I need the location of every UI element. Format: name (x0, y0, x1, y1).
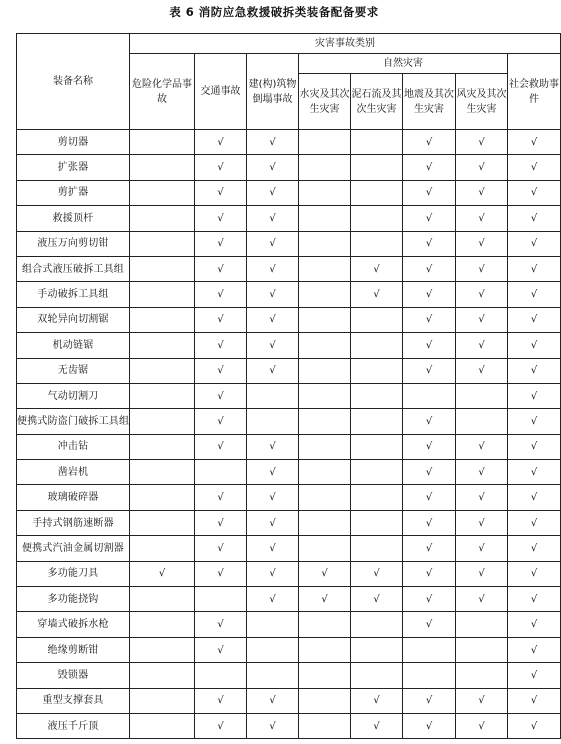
check-mark-cell: √ (508, 561, 561, 586)
table-row (17, 536, 561, 561)
empty-cell (299, 409, 351, 434)
empty-cell (130, 409, 195, 434)
check-mark-cell: √ (247, 231, 299, 256)
column-header-social-rescue: 社会救助事件 (508, 54, 561, 130)
empty-cell (130, 282, 195, 307)
column-header-debris-flow: 泥石流及其次生灾害 (351, 74, 403, 130)
equipment-name-cell: 液压万向剪切钳 (17, 231, 130, 256)
empty-cell (130, 180, 195, 205)
empty-cell (351, 663, 403, 688)
empty-cell (130, 206, 195, 231)
empty-cell (130, 256, 195, 281)
equipment-name-cell: 手持式钢筋速断器 (17, 510, 130, 535)
check-mark-cell: √ (508, 307, 561, 332)
equipment-name-cell: 液压千斤顶 (17, 713, 130, 738)
table-row (17, 485, 561, 510)
empty-cell (299, 536, 351, 561)
check-mark-cell: √ (508, 485, 561, 510)
empty-cell (195, 460, 247, 485)
empty-cell (247, 663, 299, 688)
check-mark-cell: √ (456, 256, 508, 281)
check-mark-cell: √ (247, 307, 299, 332)
empty-cell (351, 307, 403, 332)
check-mark-cell: √ (247, 130, 299, 155)
empty-cell (299, 180, 351, 205)
check-mark-cell: √ (456, 231, 508, 256)
check-mark-cell: √ (299, 561, 351, 586)
check-mark-cell: √ (508, 383, 561, 408)
check-mark-cell: √ (508, 409, 561, 434)
check-mark-cell: √ (130, 561, 195, 586)
check-mark-cell: √ (403, 231, 456, 256)
empty-cell (299, 206, 351, 231)
check-mark-cell: √ (247, 510, 299, 535)
check-mark-cell: √ (247, 688, 299, 713)
check-mark-cell: √ (247, 333, 299, 358)
check-mark-cell: √ (195, 485, 247, 510)
table-row (17, 231, 561, 256)
empty-cell (351, 637, 403, 662)
check-mark-cell: √ (403, 561, 456, 586)
check-mark-cell: √ (195, 333, 247, 358)
empty-cell (403, 383, 456, 408)
category-group-header: 灾害事故类别 (130, 34, 561, 54)
check-mark-cell: √ (456, 536, 508, 561)
check-mark-cell: √ (456, 130, 508, 155)
check-mark-cell: √ (456, 307, 508, 332)
check-mark-cell: √ (403, 358, 456, 383)
empty-cell (456, 409, 508, 434)
check-mark-cell: √ (247, 155, 299, 180)
check-mark-cell: √ (403, 587, 456, 612)
check-mark-cell: √ (195, 358, 247, 383)
equipment-name-cell: 手动破拆工具组 (17, 282, 130, 307)
empty-cell (130, 333, 195, 358)
check-mark-cell: √ (195, 180, 247, 205)
table-row (17, 358, 561, 383)
empty-cell (299, 663, 351, 688)
check-mark-cell: √ (195, 130, 247, 155)
check-mark-cell: √ (247, 180, 299, 205)
empty-cell (351, 383, 403, 408)
equipment-name-cell: 玻璃破碎器 (17, 485, 130, 510)
equipment-name-cell: 气动切割刀 (17, 383, 130, 408)
empty-cell (130, 612, 195, 637)
empty-cell (299, 460, 351, 485)
check-mark-cell: √ (456, 282, 508, 307)
check-mark-cell: √ (456, 206, 508, 231)
empty-cell (130, 510, 195, 535)
check-mark-cell: √ (508, 612, 561, 637)
empty-cell (247, 612, 299, 637)
check-mark-cell: √ (195, 434, 247, 459)
equipment-name-cell: 组合式液压破拆工具组 (17, 256, 130, 281)
check-mark-cell: √ (403, 434, 456, 459)
empty-cell (299, 713, 351, 738)
empty-cell (456, 663, 508, 688)
check-mark-cell: √ (456, 587, 508, 612)
empty-cell (351, 180, 403, 205)
equipment-name-cell: 穿墙式破拆水枪 (17, 612, 130, 637)
table-row (17, 637, 561, 662)
empty-cell (351, 130, 403, 155)
check-mark-cell: √ (403, 460, 456, 485)
empty-cell (299, 307, 351, 332)
check-mark-cell: √ (456, 510, 508, 535)
check-mark-cell: √ (403, 256, 456, 281)
check-mark-cell: √ (456, 333, 508, 358)
empty-cell (130, 713, 195, 738)
check-mark-cell: √ (195, 256, 247, 281)
empty-cell (403, 663, 456, 688)
check-mark-cell: √ (456, 688, 508, 713)
check-mark-cell: √ (508, 130, 561, 155)
check-mark-cell: √ (351, 713, 403, 738)
check-mark-cell: √ (403, 282, 456, 307)
table-header (17, 34, 561, 130)
check-mark-cell: √ (456, 713, 508, 738)
check-mark-cell: √ (403, 713, 456, 738)
empty-cell (351, 612, 403, 637)
empty-cell (130, 434, 195, 459)
check-mark-cell: √ (456, 460, 508, 485)
check-mark-cell: √ (195, 155, 247, 180)
check-mark-cell: √ (195, 612, 247, 637)
empty-cell (130, 130, 195, 155)
column-header-collapse: 建(构)筑物倒塌事故 (247, 54, 299, 130)
empty-cell (351, 155, 403, 180)
table-row (17, 256, 561, 281)
empty-cell (130, 663, 195, 688)
empty-cell (299, 130, 351, 155)
empty-cell (299, 383, 351, 408)
check-mark-cell: √ (456, 561, 508, 586)
empty-cell (351, 460, 403, 485)
table-title: 表 6 消防应急救援破拆类装备配备要求 (169, 5, 379, 19)
empty-cell (351, 536, 403, 561)
empty-cell (247, 383, 299, 408)
empty-cell (130, 587, 195, 612)
equipment-name-cell: 剪切器 (17, 130, 130, 155)
empty-cell (130, 688, 195, 713)
check-mark-cell: √ (403, 510, 456, 535)
equipment-name-cell: 多功能挠钩 (17, 587, 130, 612)
empty-cell (299, 256, 351, 281)
empty-cell (130, 383, 195, 408)
table-row (17, 206, 561, 231)
empty-cell (351, 231, 403, 256)
check-mark-cell: √ (403, 130, 456, 155)
table-row (17, 612, 561, 637)
table-row (17, 333, 561, 358)
check-mark-cell: √ (508, 536, 561, 561)
column-header-hazmat: 危险化学品事故 (130, 54, 195, 130)
empty-cell (299, 333, 351, 358)
check-mark-cell: √ (247, 485, 299, 510)
table-row (17, 460, 561, 485)
check-mark-cell: √ (195, 688, 247, 713)
empty-cell (351, 333, 403, 358)
check-mark-cell: √ (508, 155, 561, 180)
empty-cell (130, 155, 195, 180)
table-row (17, 130, 561, 155)
table-row (17, 180, 561, 205)
empty-cell (299, 510, 351, 535)
check-mark-cell: √ (247, 713, 299, 738)
table-body (17, 130, 561, 739)
check-mark-cell: √ (403, 180, 456, 205)
check-mark-cell: √ (247, 358, 299, 383)
table-row (17, 282, 561, 307)
check-mark-cell: √ (247, 206, 299, 231)
empty-cell (130, 637, 195, 662)
check-mark-cell: √ (508, 256, 561, 281)
table-row (17, 434, 561, 459)
check-mark-cell: √ (508, 282, 561, 307)
empty-cell (403, 637, 456, 662)
column-header-flood: 水灾及其次生灾害 (299, 74, 351, 130)
equipment-name-header: 装备名称 (17, 34, 130, 130)
check-mark-cell: √ (508, 663, 561, 688)
equipment-name-cell: 剪扩器 (17, 180, 130, 205)
empty-cell (299, 637, 351, 662)
check-mark-cell: √ (508, 358, 561, 383)
empty-cell (299, 282, 351, 307)
empty-cell (130, 358, 195, 383)
check-mark-cell: √ (508, 434, 561, 459)
equipment-name-cell: 凿岩机 (17, 460, 130, 485)
empty-cell (351, 358, 403, 383)
check-mark-cell: √ (508, 688, 561, 713)
empty-cell (299, 612, 351, 637)
check-mark-cell: √ (403, 536, 456, 561)
check-mark-cell: √ (247, 536, 299, 561)
check-mark-cell: √ (403, 307, 456, 332)
empty-cell (130, 536, 195, 561)
check-mark-cell: √ (508, 460, 561, 485)
equipment-name-cell: 重型支撑套具 (17, 688, 130, 713)
check-mark-cell: √ (456, 434, 508, 459)
table-row (17, 688, 561, 713)
check-mark-cell: √ (508, 180, 561, 205)
check-mark-cell: √ (247, 434, 299, 459)
check-mark-cell: √ (195, 637, 247, 662)
table-row (17, 307, 561, 332)
column-header-earthquake: 地震及其次生灾害 (403, 74, 456, 130)
empty-cell (456, 383, 508, 408)
table-row (17, 155, 561, 180)
check-mark-cell: √ (351, 688, 403, 713)
empty-cell (456, 612, 508, 637)
table-row (17, 713, 561, 738)
check-mark-cell: √ (195, 409, 247, 434)
check-mark-cell: √ (195, 510, 247, 535)
check-mark-cell: √ (508, 231, 561, 256)
equipment-name-cell: 毁锁器 (17, 663, 130, 688)
check-mark-cell: √ (195, 282, 247, 307)
column-header-wind: 风灾及其次生灾害 (456, 74, 508, 130)
check-mark-cell: √ (403, 155, 456, 180)
check-mark-cell: √ (299, 587, 351, 612)
check-mark-cell: √ (195, 206, 247, 231)
check-mark-cell: √ (403, 485, 456, 510)
table-row (17, 383, 561, 408)
empty-cell (299, 231, 351, 256)
check-mark-cell: √ (508, 206, 561, 231)
empty-cell (195, 587, 247, 612)
equipment-name-cell: 机动链锯 (17, 333, 130, 358)
check-mark-cell: √ (508, 587, 561, 612)
equipment-name-cell: 救援顶杆 (17, 206, 130, 231)
check-mark-cell: √ (508, 510, 561, 535)
empty-cell (351, 409, 403, 434)
natural-disaster-group-header: 自然灾害 (299, 54, 508, 74)
empty-cell (351, 510, 403, 535)
equipment-name-cell: 扩张器 (17, 155, 130, 180)
check-mark-cell: √ (195, 536, 247, 561)
check-mark-cell: √ (456, 358, 508, 383)
empty-cell (130, 307, 195, 332)
check-mark-cell: √ (195, 307, 247, 332)
check-mark-cell: √ (456, 155, 508, 180)
equipment-name-cell: 双轮异向切割锯 (17, 307, 130, 332)
equipment-name-cell: 绝缘剪断钳 (17, 637, 130, 662)
empty-cell (195, 663, 247, 688)
empty-cell (299, 434, 351, 459)
equipment-name-cell: 多功能刀具 (17, 561, 130, 586)
table-row (17, 510, 561, 535)
equipment-name-cell: 便携式汽油金属切割器 (17, 536, 130, 561)
empty-cell (247, 637, 299, 662)
empty-cell (299, 358, 351, 383)
check-mark-cell: √ (195, 383, 247, 408)
equipment-name-cell: 冲击钻 (17, 434, 130, 459)
table-row (17, 663, 561, 688)
table-row (17, 561, 561, 586)
check-mark-cell: √ (195, 561, 247, 586)
check-mark-cell: √ (403, 612, 456, 637)
check-mark-cell: √ (247, 561, 299, 586)
check-mark-cell: √ (351, 282, 403, 307)
table-row (17, 587, 561, 612)
empty-cell (247, 409, 299, 434)
equipment-name-cell: 无齿锯 (17, 358, 130, 383)
empty-cell (130, 485, 195, 510)
check-mark-cell: √ (195, 713, 247, 738)
empty-cell (299, 155, 351, 180)
check-mark-cell: √ (403, 688, 456, 713)
check-mark-cell: √ (508, 637, 561, 662)
empty-cell (351, 434, 403, 459)
check-mark-cell: √ (351, 587, 403, 612)
empty-cell (351, 485, 403, 510)
check-mark-cell: √ (247, 587, 299, 612)
check-mark-cell: √ (351, 561, 403, 586)
check-mark-cell: √ (508, 333, 561, 358)
check-mark-cell: √ (403, 333, 456, 358)
equipment-name-cell: 便携式防盗门破拆工具组 (17, 409, 130, 434)
empty-cell (299, 485, 351, 510)
check-mark-cell: √ (456, 485, 508, 510)
equipment-requirements-table (16, 33, 561, 739)
check-mark-cell: √ (403, 409, 456, 434)
check-mark-cell: √ (351, 256, 403, 281)
check-mark-cell: √ (456, 180, 508, 205)
check-mark-cell: √ (247, 256, 299, 281)
check-mark-cell: √ (195, 231, 247, 256)
column-header-traffic: 交通事故 (195, 54, 247, 130)
check-mark-cell: √ (508, 713, 561, 738)
check-mark-cell: √ (247, 282, 299, 307)
empty-cell (130, 460, 195, 485)
table-row (17, 409, 561, 434)
check-mark-cell: √ (247, 460, 299, 485)
empty-cell (351, 206, 403, 231)
empty-cell (456, 637, 508, 662)
check-mark-cell: √ (403, 206, 456, 231)
empty-cell (130, 231, 195, 256)
empty-cell (299, 688, 351, 713)
